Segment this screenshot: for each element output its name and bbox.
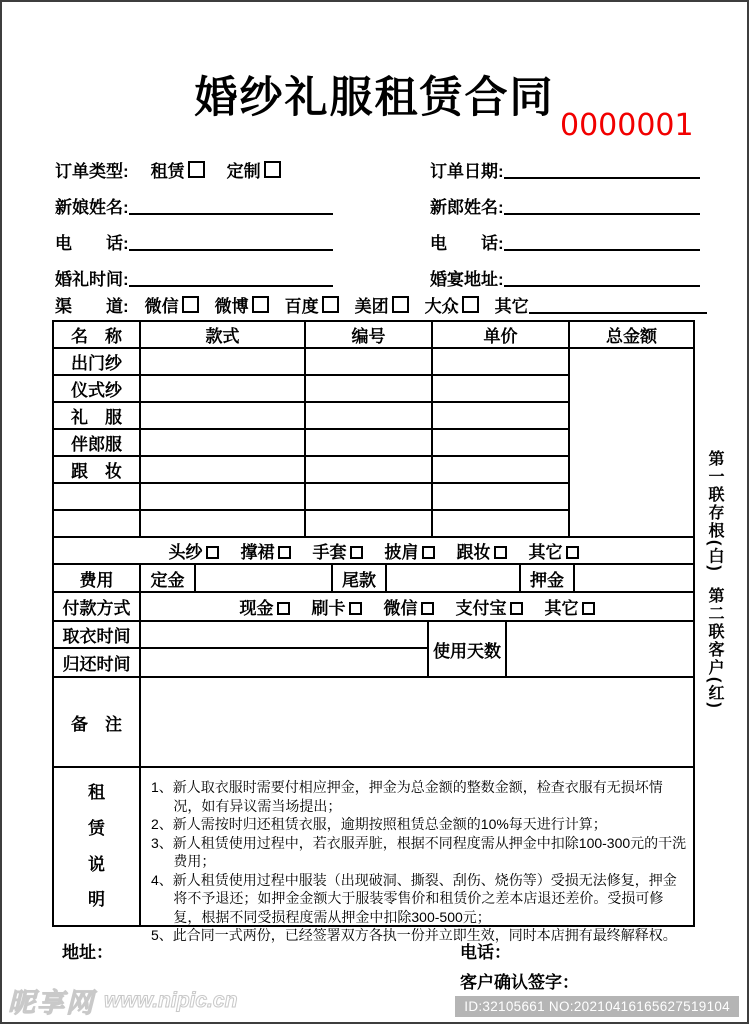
number-cell[interactable] xyxy=(306,376,433,401)
price-cell[interactable] xyxy=(433,511,570,536)
return-time-cell[interactable] xyxy=(141,649,427,676)
price-cell[interactable] xyxy=(433,403,570,428)
fee-label: 费用 xyxy=(54,565,141,591)
channel-option-dazhong: 大众 xyxy=(425,292,479,317)
balance-value-cell[interactable] xyxy=(387,565,521,591)
copy-label-customer: 第二联客户(红) xyxy=(706,587,723,710)
number-cell[interactable] xyxy=(306,511,433,536)
payment-label: 付款方式 xyxy=(54,593,141,620)
alipay-checkbox[interactable] xyxy=(510,602,523,615)
style-cell[interactable] xyxy=(141,457,306,482)
banquet-address-row xyxy=(430,268,700,290)
groom-phone-row xyxy=(430,232,700,254)
item-name: 礼 服 xyxy=(54,403,141,428)
payment-options xyxy=(141,593,693,620)
order-date-line[interactable] xyxy=(504,177,700,179)
groom-name-line[interactable] xyxy=(504,213,700,215)
bride-phone-label: 电 话: xyxy=(55,234,129,253)
wedding-time-row xyxy=(55,268,333,290)
order-type-label: 订单类型: xyxy=(55,162,129,181)
balance-label: 尾款 xyxy=(333,565,387,591)
meituan-checkbox[interactable] xyxy=(392,296,409,313)
wechatpay-checkbox[interactable] xyxy=(421,602,434,615)
number-cell[interactable] xyxy=(306,484,433,509)
channel-option-weibo: 微博 xyxy=(215,292,269,317)
pledge-value-cell[interactable] xyxy=(575,565,693,591)
stock-id-badge: ID:32105661 NO:20210416165627519104 xyxy=(455,996,739,1017)
banquet-address-line[interactable] xyxy=(504,285,700,287)
table-row xyxy=(54,511,570,536)
banquet-address-label: 婚宴地址: xyxy=(430,270,504,289)
table-row xyxy=(54,430,570,457)
pledge-label: 押金 xyxy=(521,565,575,591)
rental-checkbox[interactable] xyxy=(188,161,205,178)
item-name: 出门纱 xyxy=(54,349,141,374)
item-name[interactable] xyxy=(54,484,141,509)
table-row xyxy=(54,349,570,376)
price-cell[interactable] xyxy=(433,376,570,401)
order-type-option-custom: 定制 xyxy=(227,157,281,182)
payment-card: 刷卡 xyxy=(312,594,362,619)
pickup-time-cell[interactable] xyxy=(141,622,427,649)
items-table xyxy=(52,320,695,943)
table-row xyxy=(54,457,570,484)
accessory-veil: 头纱 xyxy=(169,538,219,563)
channel-label: 渠 道: xyxy=(55,297,129,316)
groom-phone-label: 电 话: xyxy=(430,234,504,253)
order-type-row xyxy=(55,160,425,182)
days-used-cell[interactable] xyxy=(507,622,693,676)
deposit-value-cell[interactable] xyxy=(196,565,333,591)
item-name: 跟 妆 xyxy=(54,457,141,482)
serial-number: 0000001 xyxy=(560,108,694,143)
order-date-row xyxy=(430,160,700,182)
baidu-checkbox[interactable] xyxy=(322,296,339,313)
wedding-time-line[interactable] xyxy=(129,285,333,287)
order-type-option-rental: 租赁 xyxy=(151,157,205,182)
bride-name-row xyxy=(55,196,333,218)
style-cell[interactable] xyxy=(141,511,306,536)
petticoat-checkbox[interactable] xyxy=(278,546,291,559)
pickup-return-block xyxy=(54,622,693,678)
table-row xyxy=(54,484,570,511)
veil-checkbox[interactable] xyxy=(206,546,219,559)
number-cell[interactable] xyxy=(306,430,433,455)
weibo-checkbox[interactable] xyxy=(252,296,269,313)
accessory-shawl: 披肩 xyxy=(385,538,435,563)
terms-body xyxy=(141,768,693,943)
item-name: 仪式纱 xyxy=(54,376,141,401)
payment-cash: 现金 xyxy=(240,594,290,619)
remark-label: 备 注 xyxy=(54,678,141,766)
number-cell[interactable] xyxy=(306,403,433,428)
bride-phone-row xyxy=(55,232,333,254)
wedding-time-label: 婚礼时间: xyxy=(55,270,129,289)
number-cell[interactable] xyxy=(306,349,433,374)
price-cell[interactable] xyxy=(433,484,570,509)
terms-row xyxy=(54,768,693,943)
deposit-label: 定金 xyxy=(141,565,196,591)
accessory-petticoat: 撑裙 xyxy=(241,538,291,563)
makeup-checkbox[interactable] xyxy=(494,546,507,559)
term-item-5: 5、此合同一式两份，已经签署双方各执一份并立即生效，同时本店拥有最终解释权。 xyxy=(151,927,677,943)
payment-other: 其它 xyxy=(545,594,595,619)
channel-other-label: 其它 xyxy=(494,297,529,316)
card-checkbox[interactable] xyxy=(349,602,362,615)
payment-alipay: 支付宝 xyxy=(456,594,523,619)
page-title: 婚纱礼服租赁合同 xyxy=(194,75,555,122)
watermark-url: www.nipic.cn xyxy=(104,988,238,1012)
payment-other-checkbox[interactable] xyxy=(582,602,595,615)
col-header-total: 总金额 xyxy=(606,327,657,346)
watermark xyxy=(8,981,237,1020)
accessory-other: 其它 xyxy=(529,538,579,563)
table-row xyxy=(54,403,570,430)
total-amount-cell[interactable] xyxy=(570,349,693,536)
order-date-label: 订单日期: xyxy=(430,162,504,181)
bride-name-line[interactable] xyxy=(129,213,333,215)
pickup-time-label: 取衣时间 xyxy=(54,622,139,649)
signature-label: 客户确认签字： xyxy=(460,973,579,992)
cash-checkbox[interactable] xyxy=(277,602,290,615)
channel-option-baidu: 百度 xyxy=(285,292,339,317)
term-item-4: 4、新人租赁使用过程中服装（出现破洞、撕裂、刮伤、烧伤等）受损无法修复，押金将不予退还；如押金金额大于服装零售价和租赁价之差本店退还差价。受损可修复，根据不同受损程度需从押金中扣除300-500元； xyxy=(151,871,677,925)
payment-wechat: 微信 xyxy=(384,594,434,619)
accessories-row xyxy=(54,538,693,565)
channel-option-wechat: 微信 xyxy=(145,292,199,317)
number-cell[interactable] xyxy=(306,457,433,482)
price-cell[interactable] xyxy=(433,349,570,374)
remark-cell[interactable] xyxy=(141,678,693,766)
channel-other-line[interactable] xyxy=(529,312,707,314)
payment-row xyxy=(54,593,693,622)
item-rows-block xyxy=(54,349,693,538)
accessory-makeup: 跟妆 xyxy=(457,538,507,563)
channel-row xyxy=(55,295,707,317)
shop-phone-label: 电话： xyxy=(460,943,511,962)
remark-row xyxy=(54,678,693,768)
groom-phone-line[interactable] xyxy=(504,249,700,251)
col-header-name: 名 称 xyxy=(54,322,141,347)
accessory-gloves: 手套 xyxy=(313,538,363,563)
custom-checkbox[interactable] xyxy=(264,161,281,178)
return-time-label: 归还时间 xyxy=(62,655,131,674)
terms-title-text: 租赁说明 xyxy=(88,783,105,910)
wechat-checkbox[interactable] xyxy=(182,296,199,313)
gloves-checkbox[interactable] xyxy=(350,546,363,559)
price-cell[interactable] xyxy=(433,430,570,455)
term-item-1: 1、新人取衣服时需要付相应押金，押金为总金额的整数金额，检查衣服有无损坏情况，如有异议需当场提出； xyxy=(151,779,663,814)
style-cell[interactable] xyxy=(141,484,306,509)
watermark-logo: 昵享网 xyxy=(8,988,95,1018)
term-item-2: 2、新人需按时归还租赁衣服，逾期按照租赁总金额的10%每天进行计算； xyxy=(151,816,607,832)
groom-name-label: 新郎姓名: xyxy=(430,198,504,217)
dazhong-checkbox[interactable] xyxy=(462,296,479,313)
groom-name-row xyxy=(430,196,700,218)
style-cell[interactable] xyxy=(141,430,306,455)
item-name: 伴郎服 xyxy=(54,430,141,455)
table-header-row xyxy=(54,322,693,349)
style-cell[interactable] xyxy=(141,349,306,374)
days-used-label: 使用天数 xyxy=(429,622,507,676)
bride-phone-line[interactable] xyxy=(129,249,333,251)
style-cell[interactable] xyxy=(141,403,306,428)
col-header-style: 款式 xyxy=(141,322,306,347)
style-cell[interactable] xyxy=(141,376,306,401)
price-cell[interactable] xyxy=(433,457,570,482)
item-name[interactable] xyxy=(54,511,141,536)
bride-name-label: 新娘姓名: xyxy=(55,198,129,217)
term-item-3: 3、新人租赁使用过程中，若衣服弄脏，根据不同程度需从押金中扣除100-300元的干洗费用； xyxy=(151,834,687,869)
address-label: 地址： xyxy=(62,943,113,962)
col-header-price: 单价 xyxy=(433,322,570,347)
terms-title xyxy=(54,768,141,925)
shawl-checkbox[interactable] xyxy=(422,546,435,559)
fee-row xyxy=(54,565,693,593)
accessory-other-checkbox[interactable] xyxy=(566,546,579,559)
table-row xyxy=(54,376,570,403)
col-header-number: 编号 xyxy=(306,322,433,347)
channel-option-meituan: 美团 xyxy=(355,292,409,317)
copy-label-stub: 第一联存根(白) xyxy=(706,450,723,573)
